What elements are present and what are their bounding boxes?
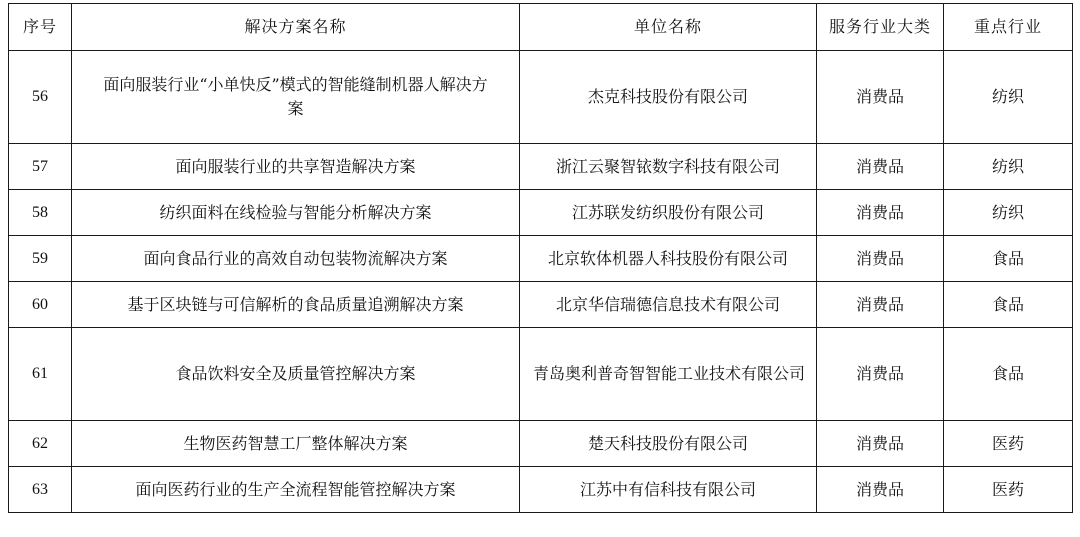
table-header-row <box>9 4 1073 51</box>
row-unit-name: 浙江云聚智铱数字科技有限公司 <box>520 144 817 190</box>
row-no: 59 <box>9 236 72 282</box>
row-no: 56 <box>9 51 72 144</box>
row-no: 58 <box>9 190 72 236</box>
row-key-industry: 纺织 <box>944 51 1073 144</box>
row-service-category: 消费品 <box>817 51 944 144</box>
table-row <box>9 51 1073 144</box>
row-unit-name: 江苏中有信科技有限公司 <box>520 467 817 513</box>
header-solution-name: 解决方案名称 <box>72 4 520 51</box>
row-unit-name: 北京华信瑞德信息技术有限公司 <box>520 282 817 328</box>
row-key-industry: 食品 <box>944 282 1073 328</box>
row-unit-name: 杰克科技股份有限公司 <box>520 51 817 144</box>
header-key-industry: 重点行业 <box>944 4 1073 51</box>
row-solution-name: 面向食品行业的高效自动包装物流解决方案 <box>72 236 520 282</box>
row-solution-name: 食品饮料安全及质量管控解决方案 <box>72 328 520 421</box>
row-unit-name-text: 青岛奥利普奇智智能工业技术有限公司 <box>532 364 805 383</box>
row-service-category: 消费品 <box>817 144 944 190</box>
row-no: 63 <box>9 467 72 513</box>
row-service-category: 消费品 <box>817 467 944 513</box>
row-solution-name: 生物医药智慧工厂整体解决方案 <box>72 421 520 467</box>
header-no: 序号 <box>9 4 72 51</box>
row-unit-name: 江苏联发纺织股份有限公司 <box>520 190 817 236</box>
solutions-table <box>8 3 1073 513</box>
row-unit-name: 北京软体机器人科技股份有限公司 <box>520 236 817 282</box>
row-key-industry: 食品 <box>944 328 1073 421</box>
table-row <box>9 282 1073 328</box>
row-key-industry: 医药 <box>944 467 1073 513</box>
row-no: 60 <box>9 282 72 328</box>
row-solution-name: 基于区块链与可信解析的食品质量追溯解决方案 <box>72 282 520 328</box>
row-unit-name <box>520 328 817 421</box>
row-key-industry: 医药 <box>944 421 1073 467</box>
row-key-industry: 食品 <box>944 236 1073 282</box>
row-solution-name: 面向服装行业的共享智造解决方案 <box>72 144 520 190</box>
row-no: 57 <box>9 144 72 190</box>
table-row <box>9 144 1073 190</box>
row-service-category: 消费品 <box>817 421 944 467</box>
header-unit-name: 单位名称 <box>520 4 817 51</box>
row-no: 61 <box>9 328 72 421</box>
row-solution-name: 纺织面料在线检验与智能分析解决方案 <box>72 190 520 236</box>
row-solution-name-text: 面向服装行业“小单快反”模式的智能缝制机器人解决方案 <box>103 75 488 118</box>
row-key-industry: 纺织 <box>944 144 1073 190</box>
table-row <box>9 190 1073 236</box>
row-service-category: 消费品 <box>817 236 944 282</box>
table-row <box>9 236 1073 282</box>
row-key-industry: 纺织 <box>944 190 1073 236</box>
row-no: 62 <box>9 421 72 467</box>
row-solution-name <box>72 51 520 144</box>
header-service-category: 服务行业大类 <box>817 4 944 51</box>
row-unit-name: 楚天科技股份有限公司 <box>520 421 817 467</box>
table-row <box>9 467 1073 513</box>
row-solution-name: 面向医药行业的生产全流程智能管控解决方案 <box>72 467 520 513</box>
row-service-category: 消费品 <box>817 190 944 236</box>
row-service-category: 消费品 <box>817 282 944 328</box>
table-row <box>9 421 1073 467</box>
table-row <box>9 328 1073 421</box>
row-service-category: 消费品 <box>817 328 944 421</box>
